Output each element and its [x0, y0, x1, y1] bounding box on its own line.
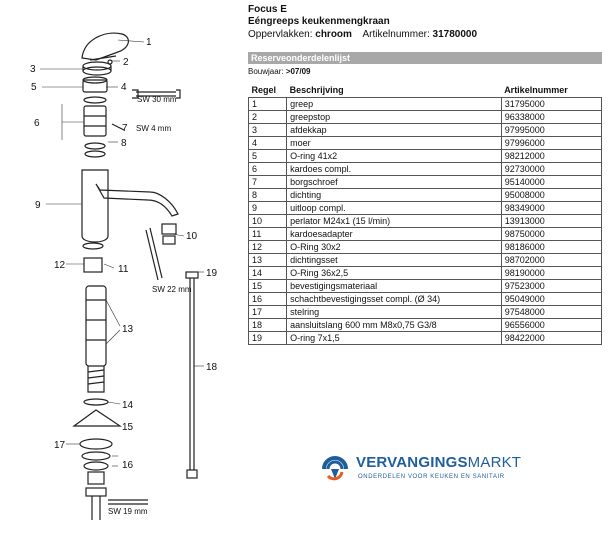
cell-regel: 1	[249, 98, 287, 111]
table-row	[249, 111, 602, 124]
cell-beschrijving: uitloop compl.	[287, 202, 502, 215]
table-row	[249, 189, 602, 202]
table-row	[249, 306, 602, 319]
callout-7: 7	[122, 123, 128, 134]
callout-9: 9	[35, 200, 41, 211]
cell-regel: 9	[249, 202, 287, 215]
column-header-beschrijving: Beschrijving	[287, 83, 502, 98]
parts-table	[248, 83, 602, 345]
callout-3: 3	[30, 64, 36, 75]
build-year-value: >07/09	[285, 67, 311, 76]
callout-10: 10	[186, 231, 198, 242]
table-row	[249, 267, 602, 280]
article-value: 31780000	[432, 29, 478, 40]
callout-8: 8	[121, 138, 127, 149]
callout-6: 6	[34, 118, 40, 129]
callout-5: 5	[31, 82, 37, 93]
logo-wordmark	[356, 454, 521, 471]
cell-beschrijving: moer	[287, 137, 502, 150]
cell-beschrijving: perlator M24x1 (15 l/min)	[287, 215, 502, 228]
table-row	[249, 332, 602, 345]
wrench-label-sw19: SW 19 mm	[108, 507, 148, 516]
callout-15: 15	[122, 422, 134, 433]
part-cap	[83, 62, 111, 70]
cell-regel: 18	[249, 319, 287, 332]
wrench-label-sw4: SW 4 mm	[136, 124, 172, 133]
cell-beschrijving: bevestigingsmateriaal	[287, 280, 502, 293]
part-oring-41x2	[84, 97, 106, 103]
table-row	[249, 124, 602, 137]
cell-regel: 2	[249, 111, 287, 124]
callout-4: 4	[121, 82, 127, 93]
table-row	[249, 150, 602, 163]
cell-artikelnummer: 98750000	[501, 228, 601, 241]
part-spout	[82, 170, 108, 242]
article-label: Artikelnummer:	[362, 29, 430, 40]
callout-18: 18	[206, 362, 218, 373]
wrench-sw22	[146, 228, 162, 280]
cell-artikelnummer: 95008000	[501, 189, 601, 202]
cell-beschrijving: schachtbevestigingsset compl. (Ø 34)	[287, 293, 502, 306]
cell-regel: 17	[249, 306, 287, 319]
cell-regel: 13	[249, 254, 287, 267]
cell-artikelnummer: 97996000	[501, 137, 601, 150]
table-row	[249, 241, 602, 254]
table-row	[249, 202, 602, 215]
callout-13: 13	[122, 324, 134, 335]
cell-beschrijving: aansluitslang 600 mm M8x0,75 G3/8	[287, 319, 502, 332]
logo-word-1: VERVANGINGS	[356, 454, 468, 471]
cell-regel: 14	[249, 267, 287, 280]
part-shank-set	[80, 439, 112, 449]
cell-beschrijving: borgschroef	[287, 176, 502, 189]
cell-beschrijving: greep	[287, 98, 502, 111]
build-year	[248, 67, 604, 77]
callout-16: 16	[122, 460, 134, 471]
logo-icon	[318, 452, 352, 486]
cell-beschrijving: O-ring 7x1,5	[287, 332, 502, 345]
table-header-row	[249, 83, 602, 98]
callout-11: 11	[118, 264, 129, 275]
part-cartridge	[84, 106, 106, 136]
callout-14: 14	[122, 400, 134, 411]
build-year-label: Bouwjaar:	[248, 67, 284, 76]
cell-regel: 5	[249, 150, 287, 163]
table-row	[249, 163, 602, 176]
cell-beschrijving: dichting	[287, 189, 502, 202]
cell-beschrijving: kardoesadapter	[287, 228, 502, 241]
cell-beschrijving: dichtingsset	[287, 254, 502, 267]
finish-value: chroom	[315, 29, 352, 40]
table-row	[249, 176, 602, 189]
cell-beschrijving: O-ring 41x2	[287, 150, 502, 163]
parts-info-panel	[248, 0, 604, 345]
table-row	[249, 215, 602, 228]
cell-beschrijving: afdekkap	[287, 124, 502, 137]
table-row	[249, 137, 602, 150]
cell-artikelnummer: 13913000	[501, 215, 601, 228]
cell-beschrijving: O-Ring 36x2,5	[287, 267, 502, 280]
column-header-artikelnummer: Artikelnummer	[501, 83, 601, 98]
cell-artikelnummer: 98190000	[501, 267, 601, 280]
table-row	[249, 293, 602, 306]
cell-artikelnummer: 98422000	[501, 332, 601, 345]
part-adapter	[84, 258, 102, 272]
cell-regel: 7	[249, 176, 287, 189]
cell-regel: 12	[249, 241, 287, 254]
cell-artikelnummer: 95140000	[501, 176, 601, 189]
callout-2: 2	[123, 57, 129, 68]
table-row	[249, 280, 602, 293]
logo-tagline: ONDERDELEN VOOR KEUKEN EN SANITAIR	[358, 474, 505, 480]
vervangingsmarkt-logo	[318, 450, 538, 490]
wrench-label-sw30: SW 30 mm	[137, 95, 177, 104]
cell-artikelnummer: 92730000	[501, 163, 601, 176]
column-header-regel: Regel	[249, 83, 287, 98]
product-description: Eéngreeps keukenmengkraan	[248, 16, 390, 27]
section-title: Reserveonderdelenlijst	[248, 52, 602, 64]
cell-artikelnummer: 98349000	[501, 202, 601, 215]
cell-artikelnummer: 97548000	[501, 306, 601, 319]
cell-regel: 11	[249, 228, 287, 241]
cell-regel: 6	[249, 163, 287, 176]
cell-artikelnummer: 95049000	[501, 293, 601, 306]
exploded-parts-drawing	[0, 0, 240, 550]
finish-label: Oppervlakken:	[248, 29, 313, 40]
part-handle	[82, 33, 128, 60]
product-meta	[248, 28, 604, 41]
cell-artikelnummer: 96338000	[501, 111, 601, 124]
cell-regel: 3	[249, 124, 287, 137]
cell-artikelnummer: 98702000	[501, 254, 601, 267]
cell-artikelnummer: 96556000	[501, 319, 601, 332]
cell-artikelnummer: 98186000	[501, 241, 601, 254]
cell-artikelnummer: 97523000	[501, 280, 601, 293]
cell-beschrijving: O-Ring 30x2	[287, 241, 502, 254]
table-row	[249, 254, 602, 267]
cell-artikelnummer: 98212000	[501, 150, 601, 163]
table-row	[249, 228, 602, 241]
cell-regel: 15	[249, 280, 287, 293]
cell-beschrijving: greepstop	[287, 111, 502, 124]
cell-regel: 10	[249, 215, 287, 228]
callout-17: 17	[54, 440, 66, 451]
callout-12: 12	[54, 260, 66, 271]
cell-regel: 19	[249, 332, 287, 345]
cell-artikelnummer: 31795000	[501, 98, 601, 111]
wrench-label-sw22: SW 22 mm	[152, 285, 192, 294]
table-row	[249, 319, 602, 332]
callout-1: 1	[146, 37, 152, 48]
wrench-sw19	[108, 500, 148, 504]
cell-beschrijving: stelring	[287, 306, 502, 319]
part-aerator	[162, 224, 176, 234]
cell-regel: 4	[249, 137, 287, 150]
cell-regel: 16	[249, 293, 287, 306]
part-nut-lower	[88, 472, 104, 484]
part-oring-36	[84, 399, 108, 405]
part-seal	[85, 143, 105, 149]
callout-19: 19	[206, 268, 218, 279]
logo-word-2: MARKT	[467, 454, 522, 471]
part-shank	[86, 286, 106, 366]
table-row	[249, 98, 602, 111]
product-title: Focus E	[248, 4, 287, 15]
cell-regel: 8	[249, 189, 287, 202]
part-mounting	[74, 410, 120, 426]
cell-beschrijving: kardoes compl.	[287, 163, 502, 176]
cell-artikelnummer: 97995000	[501, 124, 601, 137]
